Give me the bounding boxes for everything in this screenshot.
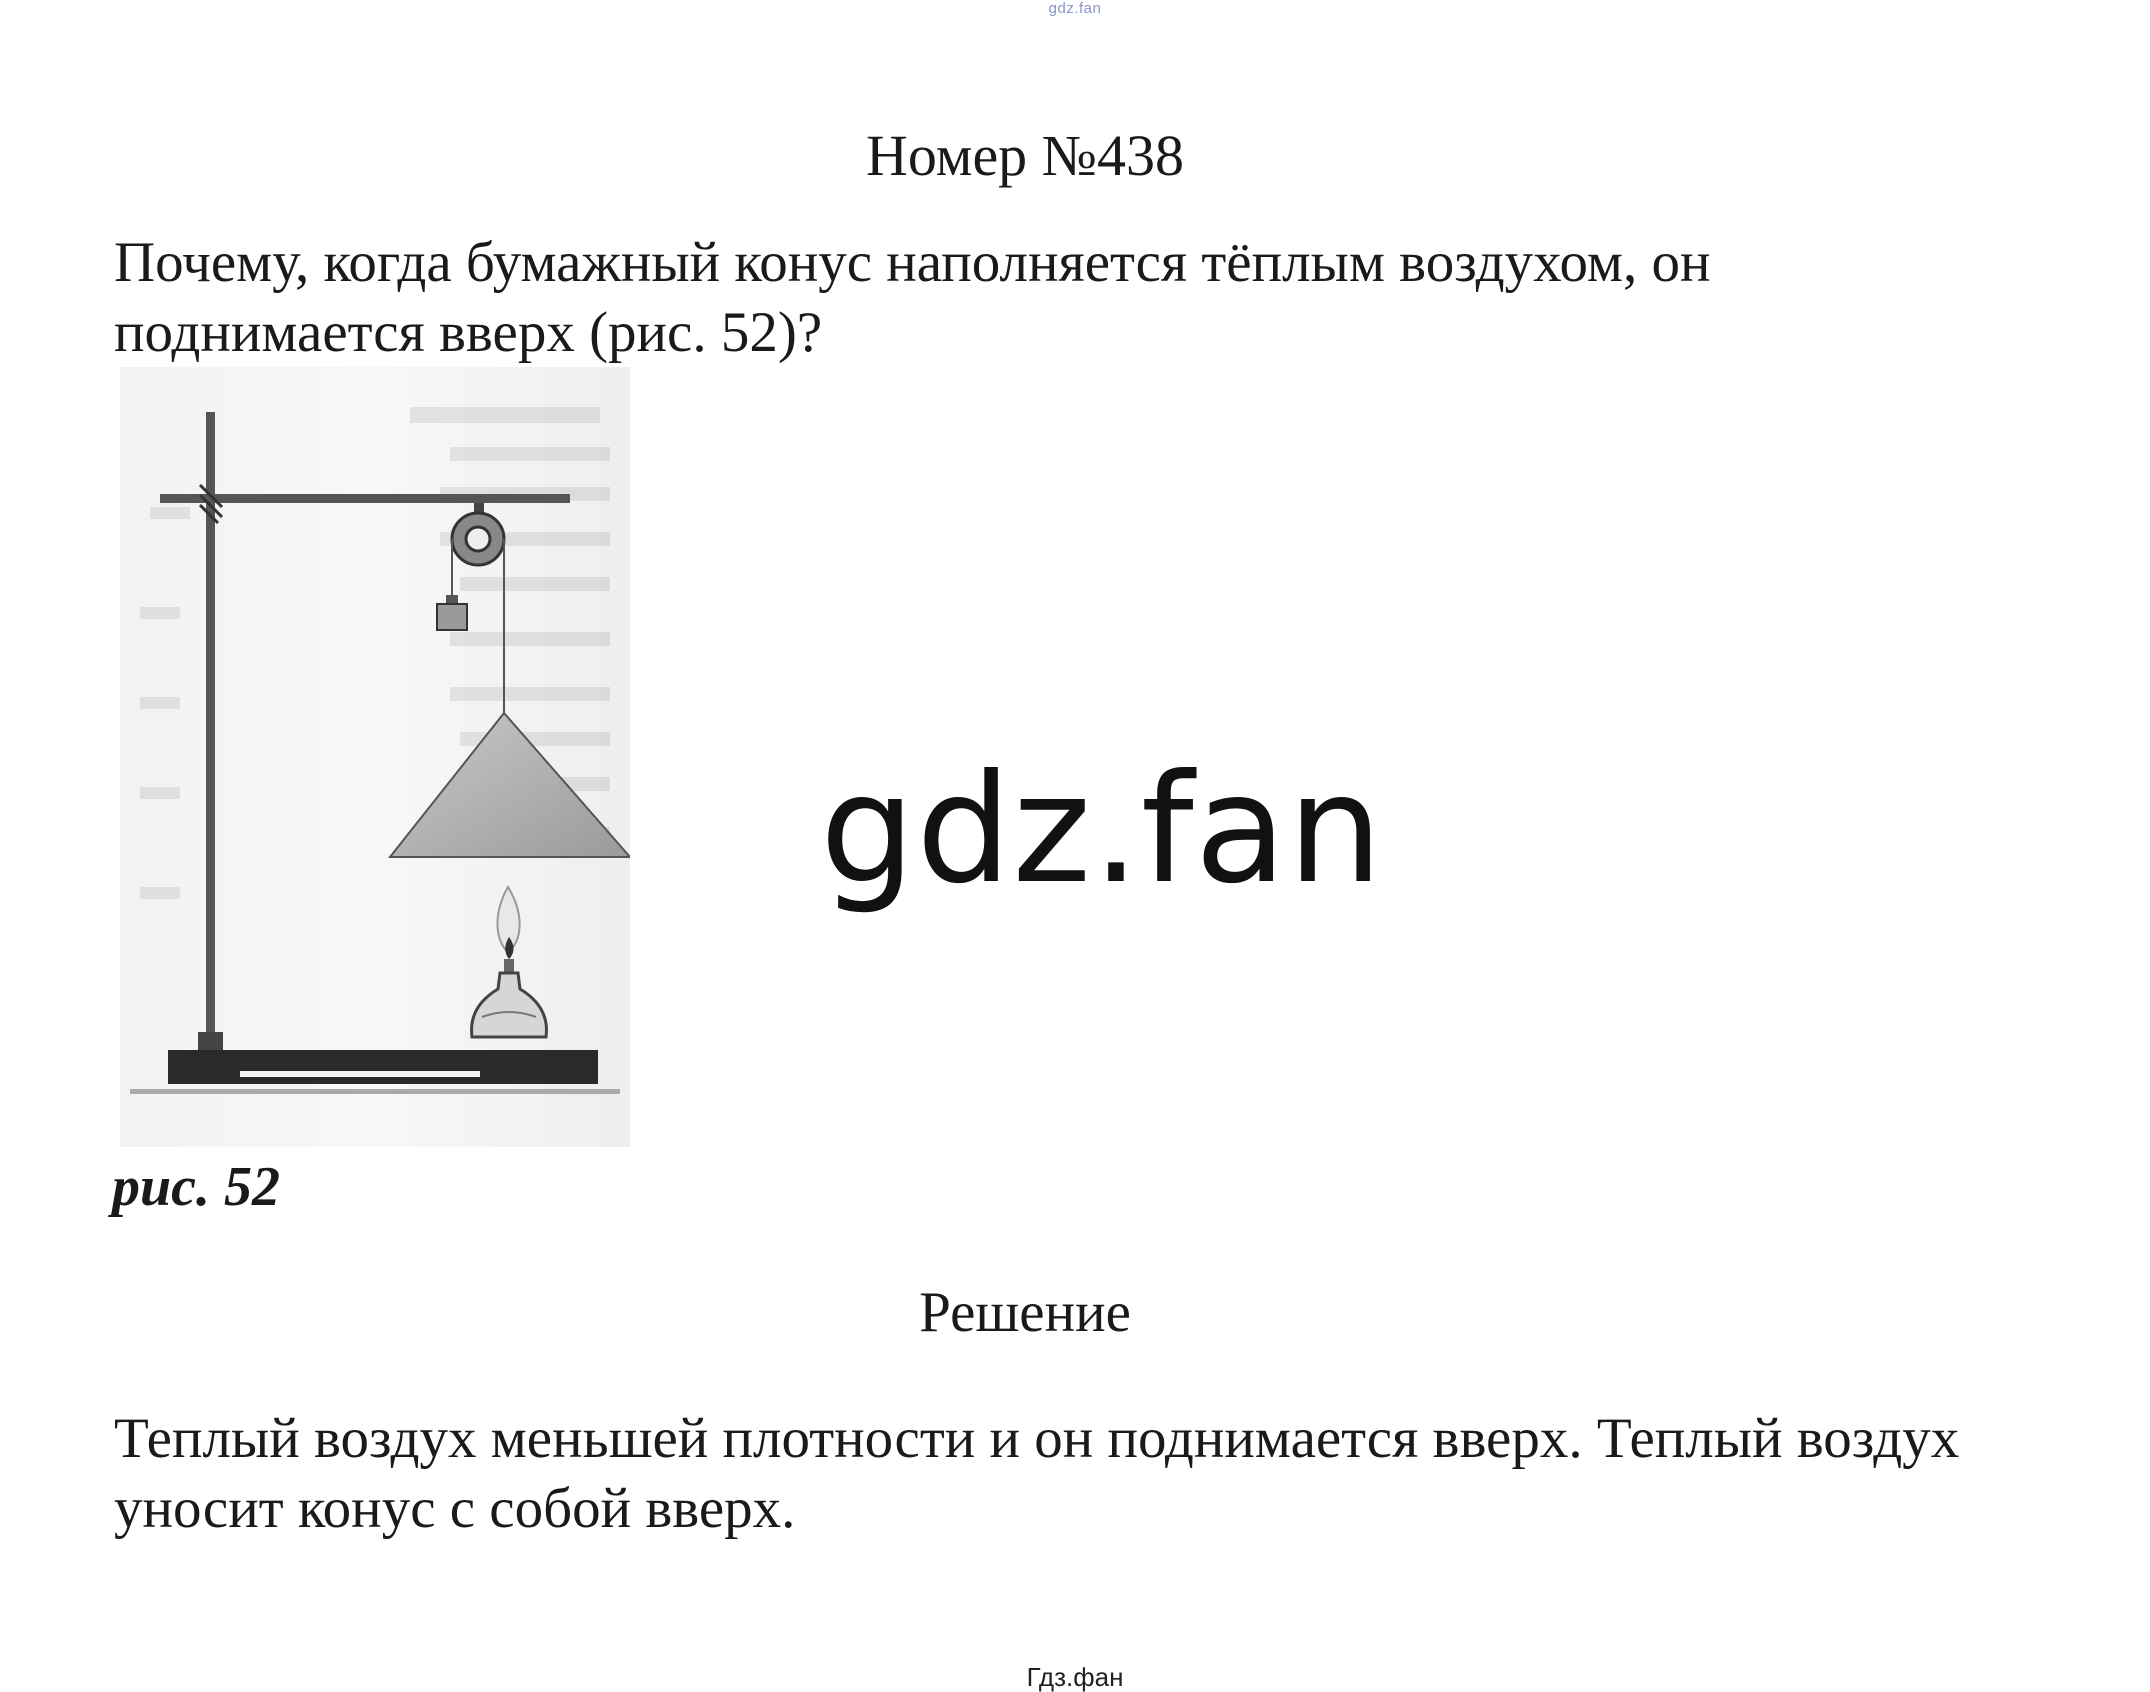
center-watermark: gdz.fan [820,743,1384,917]
solution-text: Теплый воздух меньшей плотности и он поднимается вверх. Теплый воздух уносит конус с собой вверх. [114,1407,1960,1540]
solution-heading: Решение [919,1281,1131,1344]
stand-base-highlight [240,1071,480,1077]
figure-illustration [120,367,630,1147]
rod-foot [198,1032,223,1052]
figure-background [120,367,630,1147]
problem-question: Почему, когда бумажный конус наполняется тёплым воздухом, он поднимается вверх (рис. 52)? [114,231,1711,364]
footer-label: Гдз.фан [1026,1662,1124,1692]
top-watermark: gdz.fan [1048,0,1102,17]
problem-title: Номер №438 [865,123,1185,188]
table-line [130,1089,620,1094]
stand-base [168,1050,598,1084]
figure-cone-on-stand [120,367,630,1147]
stand-crossbar [160,494,570,503]
figure-caption: рис. 52 [112,1156,280,1218]
